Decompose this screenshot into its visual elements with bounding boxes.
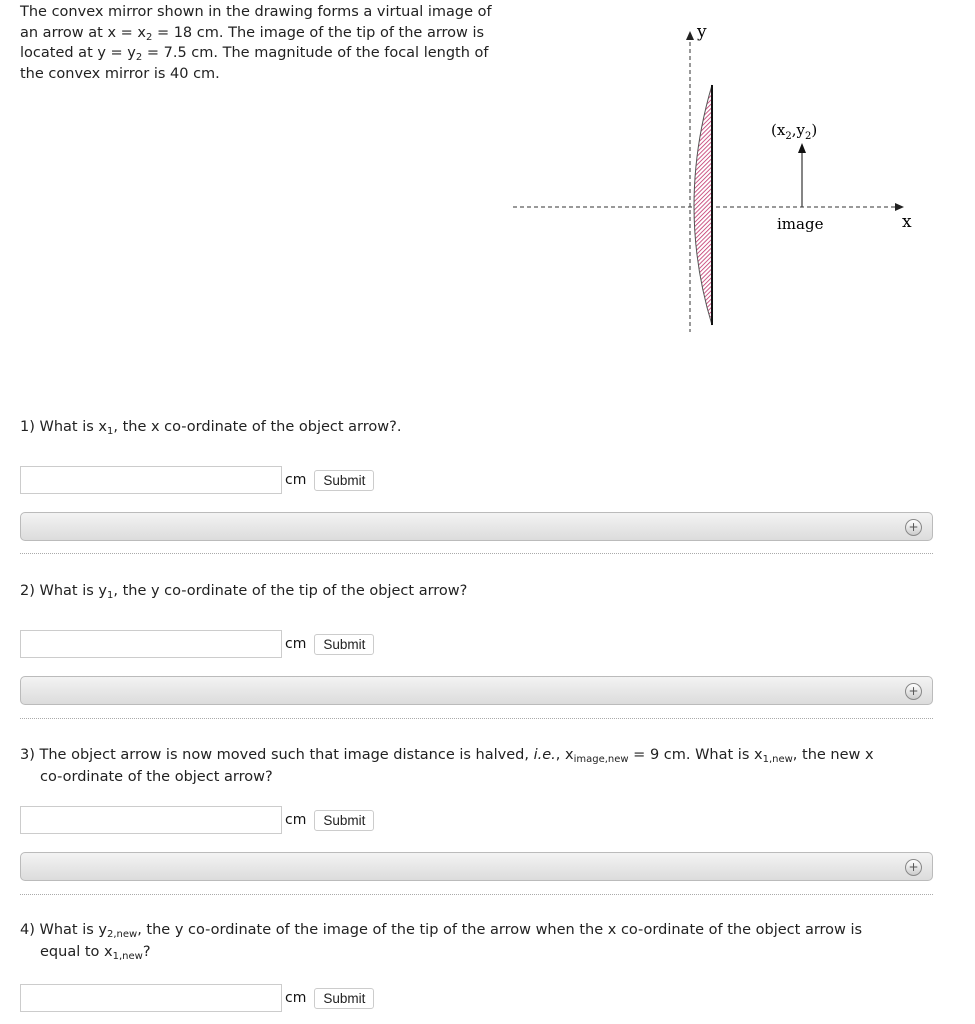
- unit-label: cm: [285, 472, 307, 488]
- convex-mirror: [694, 85, 712, 325]
- hint-panel-2[interactable]: [20, 676, 933, 705]
- y-axis-label: y: [697, 22, 707, 42]
- unit-label: cm: [285, 812, 307, 828]
- hint-panel-1[interactable]: [20, 512, 933, 541]
- y-axis-arrow: [686, 31, 694, 40]
- submit-button-1[interactable]: Submit: [314, 470, 374, 491]
- question-1: 1) What is $x_1$, the x co-ordinate of the object arrow?.: [20, 419, 402, 437]
- question-3: 3) The object arrow is now moved such that image distance is halved, i.e., $x_{image,new} = 9$ cm. What is $x_{1,new}$, the new x co-ordinate of the object arrow?: [20, 747, 874, 785]
- submit-button-2[interactable]: Submit: [314, 634, 374, 655]
- expand-plus-icon[interactable]: +: [905, 519, 922, 536]
- unit-label: cm: [285, 636, 307, 652]
- image-point-label: $(x_2,y_2)$: [771, 121, 818, 142]
- question-4: 4) What is $y_{2,new}$, the y co-ordinate of the image of the tip of the arrow when the x co-ordinate of the object arrow is equal to $x_{1,new}$?: [20, 922, 863, 962]
- divider: [20, 894, 933, 895]
- expand-plus-icon[interactable]: +: [905, 859, 922, 876]
- answer-input-3[interactable]: [20, 806, 282, 834]
- answer-input-4[interactable]: [20, 984, 282, 1012]
- expand-plus-icon[interactable]: +: [905, 683, 922, 700]
- divider: [20, 718, 933, 719]
- problem-statement: The convex mirror shown in the drawing forms a virtual image of an arrow at $x = x_2 = 18$ cm. The image of the tip of the arrow is located at $y = y_2 = 7.5$ cm. The magnitude of the focal length of the convex mirror is 40 cm.: [20, 4, 492, 82]
- divider: [20, 553, 933, 554]
- submit-button-3[interactable]: Submit: [314, 810, 374, 831]
- answer-input-1[interactable]: [20, 466, 282, 494]
- submit-button-4[interactable]: Submit: [314, 988, 374, 1009]
- x-axis-arrow: [895, 203, 904, 211]
- x-axis-label: x: [902, 212, 912, 232]
- mirror-diagram: [505, 10, 925, 340]
- question-2: 2) What is $y_1$, the y co-ordinate of the tip of the object arrow?: [20, 583, 468, 601]
- image-label: image: [777, 215, 824, 233]
- answer-input-2[interactable]: [20, 630, 282, 658]
- hint-panel-3[interactable]: [20, 852, 933, 881]
- unit-label: cm: [285, 990, 307, 1006]
